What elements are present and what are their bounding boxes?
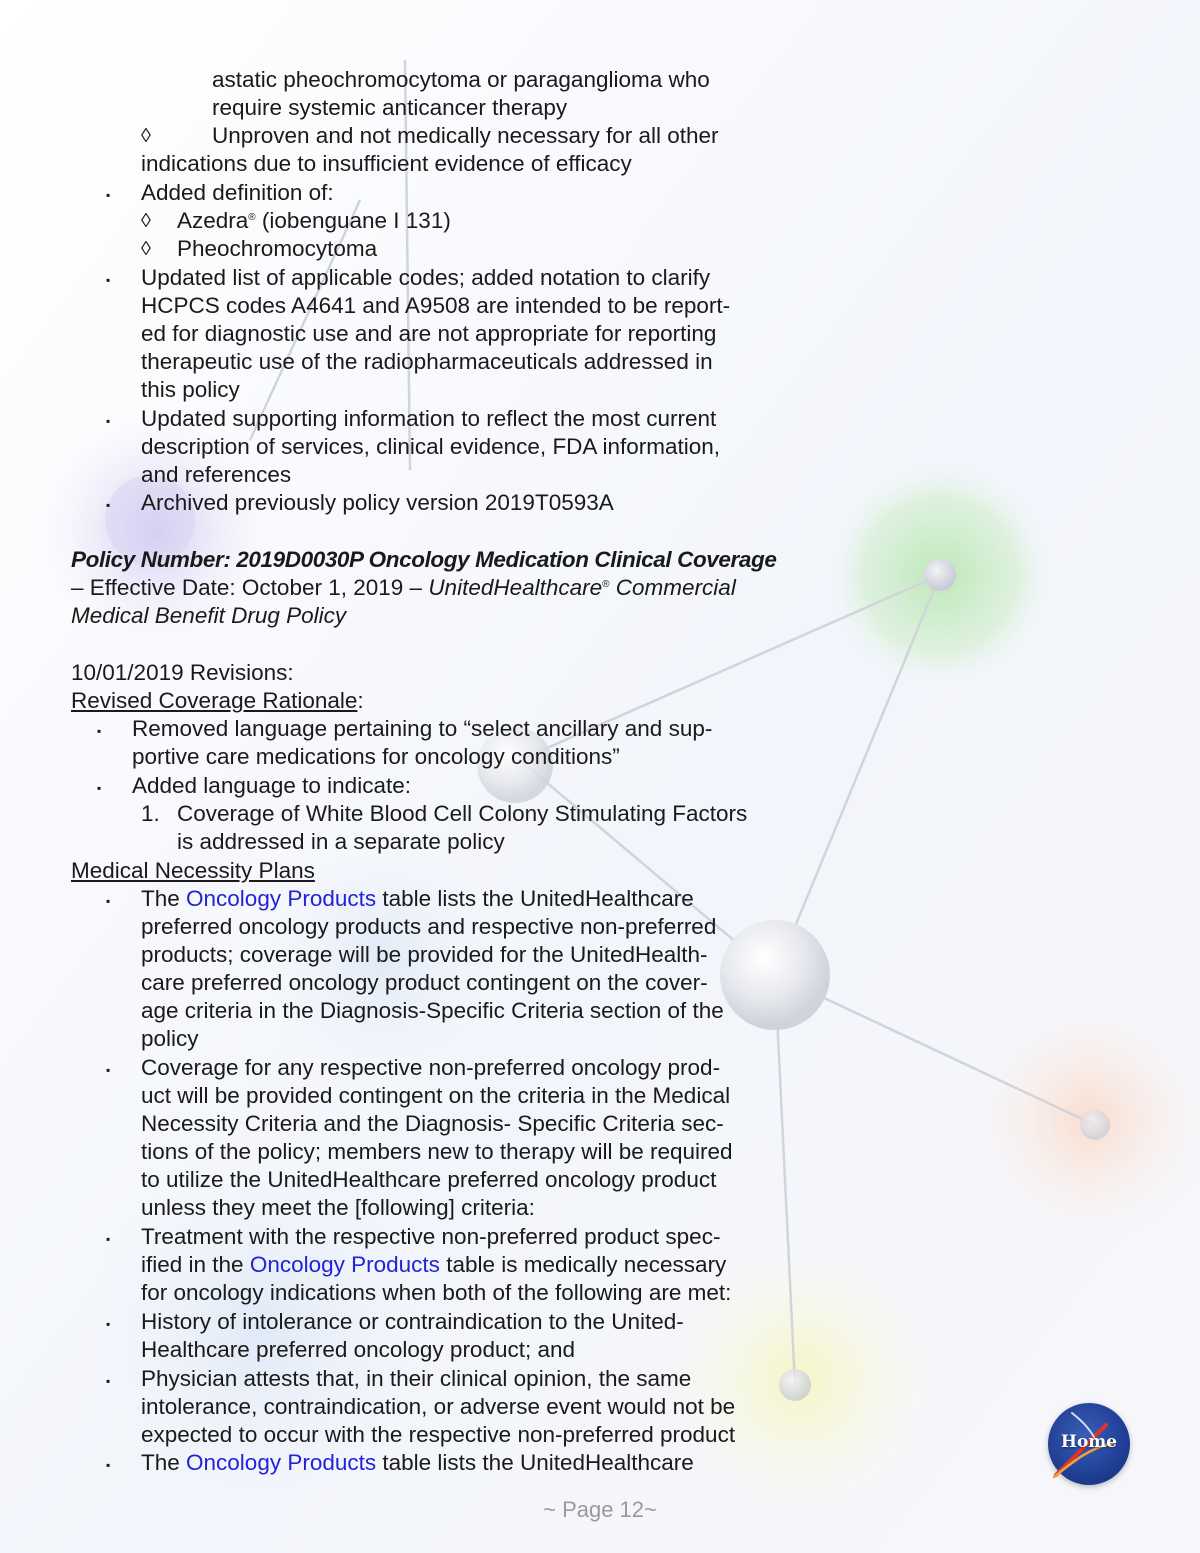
bullet-icon: ▪ [106, 1374, 111, 1388]
text: The [141, 1450, 187, 1475]
page-number: ~ Page 12~ [543, 1497, 657, 1522]
mnp-paragraph: History of intolerance or contraindication to the United- [141, 1309, 684, 1334]
policy-title: Policy Number: 2019D0030P Oncology Medication Clinical Coverage [71, 547, 777, 572]
diamond-bullet-icon: ◊ [141, 210, 151, 232]
sub-item-continued: astatic pheochromocytoma or paraganglioma who [212, 67, 710, 92]
definition-azedra [177, 207, 451, 235]
codes-update: ed for diagnostic use and are not appropriate for reporting [141, 321, 717, 346]
supporting-info-update: Updated supporting information to reflect the most current [141, 406, 717, 431]
codes-update: this policy [141, 377, 240, 402]
bullet-icon: ▪ [106, 894, 111, 908]
bullet-icon: ▪ [106, 188, 111, 202]
archived-policy: Archived previously policy version 2019T0593A [141, 490, 614, 515]
rationale-colon: : [357, 688, 364, 713]
mnp-paragraph: intolerance, contraindication, or adverse event would not be [141, 1394, 736, 1419]
mnp-paragraph: Treatment with the respective non-preferred product spec- [141, 1224, 721, 1249]
text: ified in the [141, 1252, 250, 1277]
bullet-icon: ▪ [106, 1063, 111, 1077]
sub-item-continued: require systemic anticancer therapy [212, 95, 568, 120]
home-label: Home [1060, 1432, 1118, 1452]
unproven-indications: Unproven and not medically necessary for all other [212, 123, 719, 148]
plan-name: UnitedHealthcare [428, 575, 603, 600]
bullet-icon: ▪ [97, 781, 102, 795]
azedra-name: Azedra [177, 208, 249, 233]
plan-type: Commercial [609, 575, 736, 600]
oncology-products-link[interactable]: Oncology Products [186, 1450, 377, 1475]
mnp-paragraph: for oncology indications when both of the following are met: [141, 1280, 732, 1305]
supporting-info-update: and references [141, 462, 292, 487]
home-button[interactable] [1048, 1403, 1130, 1485]
mnp-paragraph: tions of the policy; members new to therapy will be required [141, 1139, 733, 1164]
unproven-indications: indications due to insufficient evidence of efficacy [141, 151, 632, 176]
text: The [141, 886, 187, 911]
removed-language: Removed language pertaining to “select ancillary and sup- [132, 716, 713, 741]
codes-update: HCPCS codes A4641 and A9508 are intended to be report- [141, 293, 731, 318]
mnp-paragraph: Healthcare preferred oncology product; and [141, 1337, 576, 1362]
policy-type: Medical Benefit Drug Policy [71, 603, 347, 628]
mnp-paragraph: products; coverage will be provided for the UnitedHealth- [141, 942, 708, 967]
oncology-products-link[interactable]: Oncology Products [249, 1252, 440, 1277]
registered-mark: ® [602, 579, 610, 590]
mnp-paragraph: care preferred oncology product contingent on the cover- [141, 970, 708, 995]
mnp-paragraph: age criteria in the Diagnosis-Specific Criteria section of the [141, 998, 724, 1023]
bullet-icon: ▪ [106, 414, 111, 428]
codes-update: Updated list of applicable codes; added notation to clarify [141, 265, 711, 290]
mnp-paragraph [141, 1251, 726, 1279]
text: table lists the UnitedHealthcare [376, 1450, 694, 1475]
mnp-paragraph: expected to occur with the respective non-preferred product [141, 1422, 736, 1447]
effective-date: – Effective Date: October 1, 2019 – [71, 575, 429, 600]
codes-update: therapeutic use of the radiopharmaceuticals addressed in [141, 349, 713, 374]
diamond-bullet-icon: ◊ [141, 238, 151, 260]
mnp-paragraph [141, 1449, 694, 1477]
mnp-paragraph: unless they meet the [following] criteria: [141, 1195, 535, 1220]
removed-language: portive care medications for oncology conditions” [132, 744, 620, 769]
added-language: Added language to indicate: [132, 773, 411, 798]
list-number: 1. [141, 801, 160, 826]
medical-necessity-heading: Medical Necessity Plans [71, 858, 315, 883]
mnp-paragraph: preferred oncology products and respective non-preferred [141, 914, 717, 939]
mnp-paragraph: policy [141, 1026, 199, 1051]
policy-effective-date [71, 574, 736, 602]
mnp-paragraph: Coverage for any respective non-preferred oncology prod- [141, 1055, 721, 1080]
mnp-paragraph: Physician attests that, in their clinical opinion, the same [141, 1366, 692, 1391]
rationale-heading [71, 687, 364, 715]
bullet-icon: ▪ [97, 724, 102, 738]
definition-pheochromocytoma: Pheochromocytoma [177, 236, 378, 261]
bullet-icon: ▪ [106, 1458, 111, 1472]
numbered-item: is addressed in a separate policy [177, 829, 505, 854]
bullet-icon: ▪ [106, 1232, 111, 1246]
revisions-heading: 10/01/2019 Revisions: [71, 660, 294, 685]
bullet-icon: ▪ [106, 273, 111, 287]
registered-mark: ® [248, 212, 256, 223]
text: table is medically necessary [439, 1252, 727, 1277]
mnp-paragraph: uct will be provided contingent on the criteria in the Medical [141, 1083, 731, 1108]
numbered-item: Coverage of White Blood Cell Colony Stimulating Factors [177, 801, 748, 826]
mnp-paragraph [141, 885, 694, 913]
mnp-paragraph: to utilize the UnitedHealthcare preferred oncology product [141, 1167, 717, 1192]
mnp-paragraph: Necessity Criteria and the Diagnosis- Specific Criteria sec- [141, 1111, 724, 1136]
text: table lists the UnitedHealthcare [376, 886, 694, 911]
diamond-bullet-icon: ◊ [141, 125, 151, 147]
rationale-heading-text: Revised Coverage Rationale [71, 688, 358, 713]
oncology-products-link[interactable]: Oncology Products [186, 886, 377, 911]
bullet-icon: ▪ [106, 1317, 111, 1331]
added-definition-label: Added definition of: [141, 180, 334, 205]
azedra-generic: (iobenguane I 131) [255, 208, 451, 233]
supporting-info-update: description of services, clinical evidence, FDA information, [141, 434, 721, 459]
bullet-icon: ▪ [106, 498, 111, 512]
